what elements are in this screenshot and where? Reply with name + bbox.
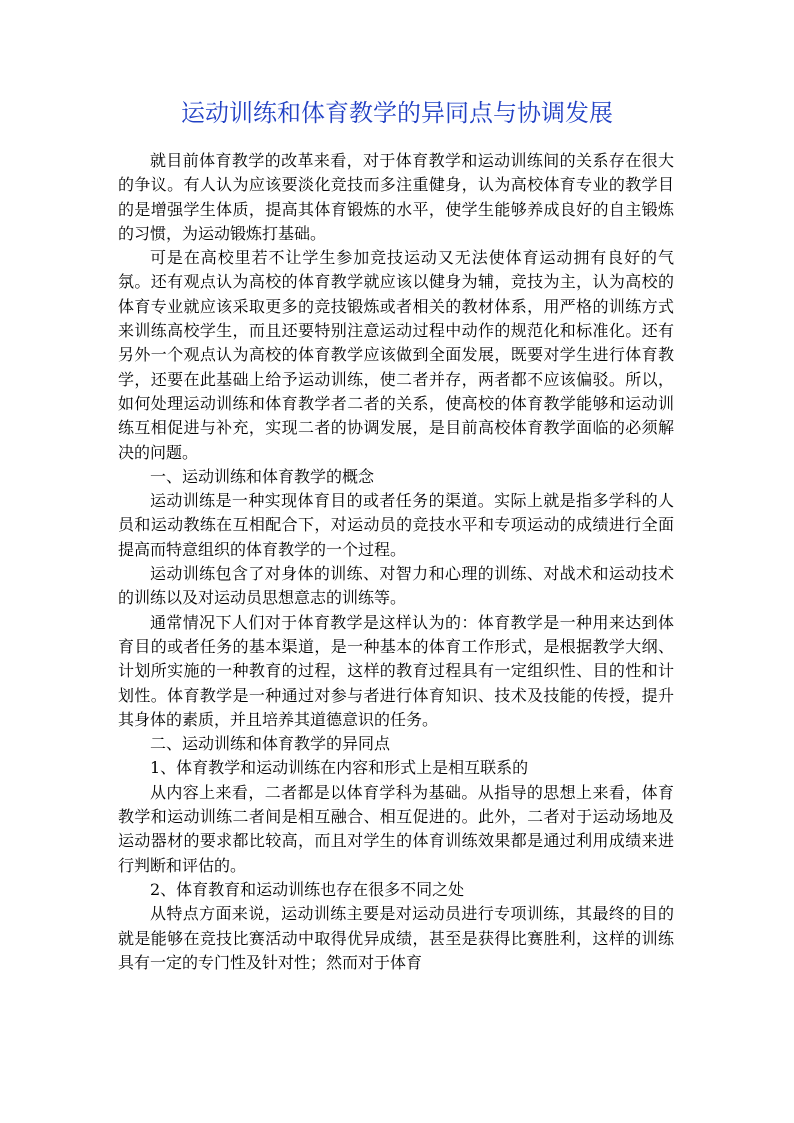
paragraph-training-contents: 运动训练包含了对身体的训练、对智力和心理的训练、对战术和运动技术的训练以及对运动员思想意志的训练等。 xyxy=(118,564,674,608)
paragraph-connection: 从内容上来看，二者都是以体育学科为基础。从指导的思想上来看，体育教学和运动训练二者间是相互融合、相互促进的。此外，二者对于运动场地及运动器材的要求都比较高，而且对学生的体育训练效果都是通过利用成绩来进行判断和评估的。 xyxy=(118,782,674,875)
document-body xyxy=(118,149,674,975)
paragraph-differences: 从特点方面来说，运动训练主要是对运动员进行专项训练，其最终的目的就是能够在竞技比赛活动中取得优异成绩，甚至是获得比赛胜利，这样的训练具有一定的专门性及针对性；然而对于体育 xyxy=(118,904,674,972)
paragraph-debate: 可是在高校里若不让学生参加竞技运动又无法使体育运动拥有良好的气氛。还有观点认为高校的体育教学就应该以健身为辅，竞技为主，认为高校的体育专业就应该采取更多的竞技锻炼或者相关的教材体系，用严格的训练方式来训练高校学生，而且还要特别注意运动过程中动作的规范化和标准化。还有另外一个观点认为高校的体育教学应该做到全面发展，既要对学生进行体育教学，还要在此基础上给予运动训练，使二者并存，两者都不应该偏驳。所以，如何处理运动训练和体育教学者二者的关系，使高校的体育教学能够和运动训练互相促进与补充，实现二者的协调发展，是目前高校体育教学面临的必须解决的问题。 xyxy=(118,248,674,462)
subheading-differences: 2、体育教育和运动训练也存在很多不同之处 xyxy=(150,879,465,899)
paragraph-teaching-definition: 通常情况下人们对于体育教学是这样认为的：体育教学是一种用来达到体育目的或者任务的基本渠道，是一种基本的体育工作形式，是根据教学大纲、计划所实施的一种教育的过程，这样的教育过程具有一定组织性、目的性和计划性。体育教学是一种通过对参与者进行体育知识、技术及技能的传授，提升其身体的素质，并且培养其道德意识的任务。 xyxy=(118,612,674,729)
section-heading-concepts: 一、运动训练和体育教学的概念 xyxy=(150,466,375,486)
paragraph-intro: 就目前体育教学的改革来看，对于体育教学和运动训练间的关系存在很大的争议。有人认为应该要淡化竞技而多注重健身，认为高校体育专业的教学目的是增强学生体质，提高其体育锻炼的水平，使学生能够养成良好的自主锻炼的习惯，为运动锻炼打基础。 xyxy=(118,151,674,243)
subheading-connection: 1、体育教学和运动训练在内容和形式上是相互联系的 xyxy=(150,758,529,778)
document-title: 运动训练和体育教学的异同点与协调发展 xyxy=(181,99,613,127)
section-heading-similarities-differences: 二、运动训练和体育教学的异同点 xyxy=(150,734,391,754)
paragraph-training-definition: 运动训练是一种实现体育目的或者任务的渠道。实际上就是指多学科的人员和运动教练在互相配合下，对运动员的竞技水平和专项运动的成绩进行全面提高而特意组织的体育教学的一个过程。 xyxy=(118,491,674,559)
